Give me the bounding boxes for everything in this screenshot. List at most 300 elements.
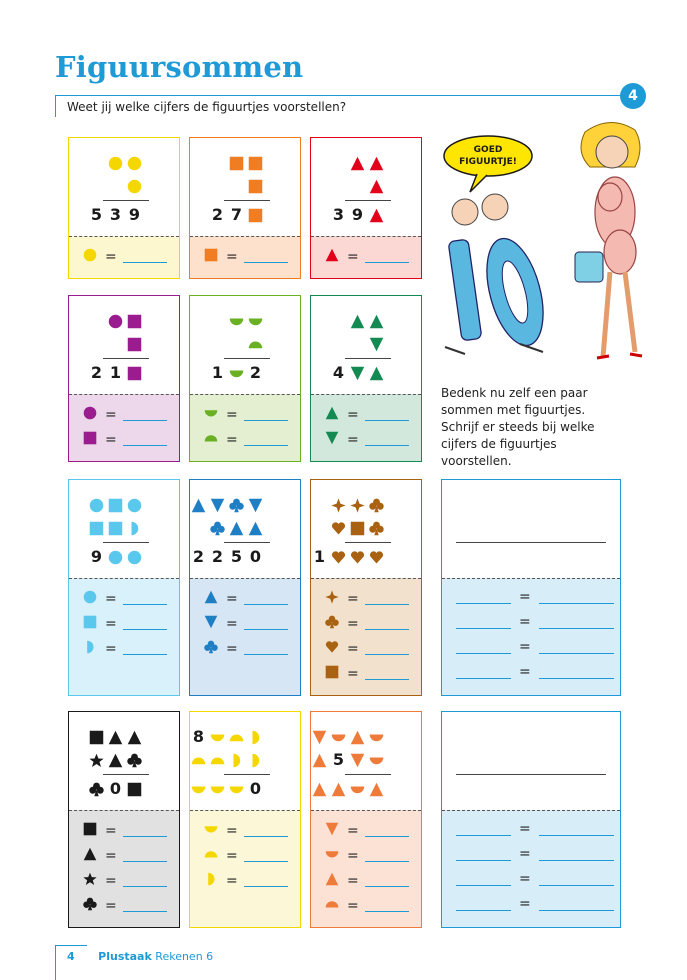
sum-line xyxy=(345,358,391,359)
answer-area xyxy=(311,810,421,927)
puzzle-card xyxy=(189,479,301,696)
digit-text: 9 xyxy=(351,205,364,224)
shape-blank[interactable] xyxy=(456,898,511,911)
sum-row xyxy=(88,153,143,173)
half-right-icon xyxy=(247,727,264,747)
half-bottom-icon xyxy=(228,727,245,747)
square-icon xyxy=(349,518,366,538)
digit-text: 2 xyxy=(211,547,224,566)
equals-sign: = xyxy=(226,431,238,448)
star4-icon xyxy=(330,495,347,515)
square-icon xyxy=(228,153,245,173)
page-number-badge: 4 xyxy=(620,83,646,109)
equals-sign: = xyxy=(347,406,359,423)
circle-icon xyxy=(107,153,124,173)
answer-blank[interactable] xyxy=(365,250,409,263)
heart-icon xyxy=(330,547,347,567)
answer-row xyxy=(204,614,288,633)
equals-sign: = xyxy=(105,640,117,657)
answer-area xyxy=(69,236,179,278)
answer-blank[interactable] xyxy=(244,849,288,862)
empty-cell xyxy=(330,153,347,173)
answer-blank[interactable] xyxy=(365,667,409,680)
half-top-icon xyxy=(349,779,366,799)
cartoon-illustration xyxy=(425,112,665,372)
speech-bubble-line-1: GOED xyxy=(473,145,503,155)
equals-sign: = xyxy=(105,615,117,632)
answer-row xyxy=(456,821,614,837)
speech-bubble-line-2: FIGUURTJE! xyxy=(459,157,517,167)
sum-area xyxy=(69,138,179,236)
sum-row xyxy=(88,176,143,196)
digit-text: 2 xyxy=(211,205,224,224)
equals-sign: = xyxy=(226,822,238,839)
digit-text: 1 xyxy=(313,547,326,566)
sum-row xyxy=(209,311,264,331)
answer-blank[interactable] xyxy=(365,874,409,887)
answer-blank[interactable] xyxy=(244,250,288,263)
half-bottom-icon xyxy=(325,896,339,915)
shape-blank[interactable] xyxy=(456,591,511,604)
answer-blank[interactable] xyxy=(244,642,288,655)
equals-sign: = xyxy=(226,640,238,657)
answer-blank[interactable] xyxy=(123,433,167,446)
equals-sign: = xyxy=(226,248,238,265)
answer-row xyxy=(325,430,409,449)
half-top-icon xyxy=(330,727,347,747)
triangle-icon xyxy=(126,727,143,747)
equals-sign: = xyxy=(347,847,359,864)
square-icon xyxy=(83,821,97,840)
digit-text: 5 xyxy=(230,547,243,566)
answer-area xyxy=(190,394,300,461)
puzzle-card xyxy=(68,711,180,928)
answer-area xyxy=(311,236,421,278)
empty-cell xyxy=(330,334,347,354)
answer-blank[interactable] xyxy=(365,592,409,605)
answer-blank[interactable] xyxy=(123,899,167,912)
equals-sign: = xyxy=(519,589,531,605)
digit xyxy=(247,547,264,567)
answer-blank[interactable] xyxy=(123,642,167,655)
answer-blank[interactable] xyxy=(365,408,409,421)
equals-sign: = xyxy=(226,590,238,607)
sum-line xyxy=(345,542,391,543)
digit xyxy=(107,779,124,799)
half-bottom-icon xyxy=(209,750,226,770)
square-icon xyxy=(247,176,264,196)
triangle-icon xyxy=(325,247,339,266)
sum-row xyxy=(209,176,264,196)
answer-blank[interactable] xyxy=(365,642,409,655)
sum-result xyxy=(190,547,264,567)
sum-row xyxy=(190,495,264,515)
boys-figure xyxy=(445,194,553,354)
triangle-icon xyxy=(349,153,366,173)
circle-icon xyxy=(126,547,143,567)
digit-text: 4 xyxy=(332,363,345,382)
footer-divider xyxy=(55,945,56,980)
answer-row xyxy=(325,247,409,266)
footer xyxy=(67,950,213,963)
circle-icon xyxy=(88,495,105,515)
instruction-text: Weet jij welke cijfers de figuurtjes voorstellen? xyxy=(67,100,347,114)
answer-blank[interactable] xyxy=(123,849,167,862)
equals-sign: = xyxy=(347,897,359,914)
equals-sign: = xyxy=(347,248,359,265)
circle-icon xyxy=(83,589,97,608)
sum-line xyxy=(456,542,606,543)
answer-blank[interactable] xyxy=(123,592,167,605)
sum-result xyxy=(209,205,264,225)
half-top-icon xyxy=(228,311,245,331)
equals-sign: = xyxy=(519,614,531,630)
square-icon xyxy=(107,518,124,538)
triangle-icon xyxy=(228,518,245,538)
square-icon xyxy=(325,664,339,683)
club-icon xyxy=(83,896,97,915)
digit xyxy=(247,363,264,383)
answer-row xyxy=(83,871,167,890)
empty-cell xyxy=(209,334,226,354)
answer-blank[interactable] xyxy=(123,824,167,837)
answer-blank[interactable] xyxy=(365,617,409,630)
puzzle-card xyxy=(189,711,301,928)
answer-row xyxy=(204,639,288,658)
equals-sign: = xyxy=(519,639,531,655)
sum-row xyxy=(190,727,264,747)
sum-area xyxy=(311,712,421,810)
sum-area xyxy=(311,296,421,394)
club-icon xyxy=(126,750,143,770)
footer-divider-horizontal xyxy=(55,945,87,946)
empty-cell xyxy=(228,176,245,196)
square-icon xyxy=(126,779,143,799)
triangle-icon xyxy=(368,311,385,331)
answer-blank[interactable] xyxy=(539,616,614,629)
answer-blank[interactable] xyxy=(123,874,167,887)
equals-sign: = xyxy=(347,615,359,632)
equals-sign: = xyxy=(105,590,117,607)
answer-row xyxy=(83,821,167,840)
answer-row xyxy=(325,664,409,683)
digit-text: 2 xyxy=(249,363,262,382)
puzzle-card xyxy=(189,295,301,462)
equals-sign: = xyxy=(347,872,359,889)
empty-cell xyxy=(69,727,86,747)
sum-result xyxy=(69,779,143,799)
digit-text: 0 xyxy=(249,779,262,798)
square-icon xyxy=(126,334,143,354)
answer-blank[interactable] xyxy=(244,824,288,837)
circle-icon xyxy=(107,547,124,567)
empty-cell xyxy=(88,311,105,331)
digit-text: 1 xyxy=(109,363,122,382)
answer-row xyxy=(83,896,167,915)
empty-cell xyxy=(209,176,226,196)
club-icon xyxy=(368,518,385,538)
shape-blank[interactable] xyxy=(456,848,511,861)
sum-area xyxy=(311,480,421,578)
empty-cell xyxy=(88,153,105,173)
half-right-icon xyxy=(126,518,143,538)
square-icon xyxy=(204,247,218,266)
digit xyxy=(126,205,143,225)
puzzle-card xyxy=(310,137,422,279)
equals-sign: = xyxy=(347,822,359,839)
answer-area xyxy=(69,578,179,695)
sum-line xyxy=(456,774,606,775)
answer-area xyxy=(311,394,421,461)
sum-row xyxy=(88,334,143,354)
side-instruction: Bedenk nu zelf een paar sommen met figuurtjes. Schrijf er steeds bij welke cijfers de figuurtjes voorstellen. xyxy=(441,386,595,468)
empty-cell xyxy=(209,311,226,331)
answer-area xyxy=(311,578,421,695)
triangle-icon xyxy=(190,495,207,515)
triangle-icon xyxy=(349,727,366,747)
answer-row xyxy=(204,846,288,865)
square-icon xyxy=(88,727,105,747)
sum-result xyxy=(190,779,264,799)
equals-sign: = xyxy=(519,871,531,887)
answer-row xyxy=(83,846,167,865)
answer-area xyxy=(442,810,620,927)
shape-blank[interactable] xyxy=(456,616,511,629)
half-top-icon xyxy=(204,405,218,424)
sum-result xyxy=(311,547,385,567)
digit xyxy=(88,363,105,383)
answer-row xyxy=(83,639,167,658)
digit-text: 5 xyxy=(90,205,103,224)
answer-blank[interactable] xyxy=(123,250,167,263)
sum-line xyxy=(103,200,149,201)
square-icon xyxy=(247,205,264,225)
answer-blank[interactable] xyxy=(539,873,614,886)
equals-sign: = xyxy=(347,640,359,657)
digit-text: 0 xyxy=(109,779,122,798)
puzzle-card xyxy=(189,137,301,279)
shape-blank[interactable] xyxy=(456,823,511,836)
page-title: Figuursommen xyxy=(55,50,304,84)
sum-row xyxy=(88,518,143,538)
triangle-icon xyxy=(107,727,124,747)
sum-area xyxy=(190,712,300,810)
answer-row xyxy=(456,846,614,862)
digit xyxy=(190,727,207,747)
answer-row xyxy=(204,430,288,449)
answer-blank[interactable] xyxy=(539,848,614,861)
answer-blank[interactable] xyxy=(539,823,614,836)
answer-blank[interactable] xyxy=(244,592,288,605)
answer-row xyxy=(325,614,409,633)
triangle-icon xyxy=(368,153,385,173)
triangle-icon xyxy=(330,779,347,799)
club-icon xyxy=(88,779,105,799)
empty-cell xyxy=(107,176,124,196)
title-divider-vertical xyxy=(55,95,56,117)
empty-cell xyxy=(311,518,328,538)
equals-sign: = xyxy=(226,615,238,632)
answer-blank[interactable] xyxy=(539,641,614,654)
equals-sign: = xyxy=(347,665,359,682)
triangle-icon xyxy=(325,405,339,424)
sum-row xyxy=(209,334,264,354)
digit-text: 7 xyxy=(230,205,243,224)
sum-result xyxy=(88,363,143,383)
digit xyxy=(88,547,105,567)
star-icon xyxy=(83,871,97,890)
answer-blank[interactable] xyxy=(244,874,288,887)
empty-cell xyxy=(349,176,366,196)
digit xyxy=(330,363,347,383)
sum-row xyxy=(209,153,264,173)
circle-icon xyxy=(126,176,143,196)
sum-row xyxy=(311,495,385,515)
sum-line xyxy=(224,542,270,543)
heart-icon xyxy=(325,639,339,658)
answer-blank[interactable] xyxy=(365,824,409,837)
empty-cell xyxy=(88,334,105,354)
digit-text: 3 xyxy=(332,205,345,224)
sum-area xyxy=(69,712,179,810)
square-icon xyxy=(88,518,105,538)
answer-area xyxy=(69,394,179,461)
sum-line xyxy=(345,774,391,775)
triangle-icon xyxy=(311,779,328,799)
answer-row xyxy=(456,871,614,887)
answer-blank[interactable] xyxy=(539,591,614,604)
shape-blank[interactable] xyxy=(456,873,511,886)
sum-area xyxy=(190,138,300,236)
equals-sign: = xyxy=(226,847,238,864)
sum-row xyxy=(330,311,385,331)
answer-blank[interactable] xyxy=(123,408,167,421)
star-icon xyxy=(88,750,105,770)
half-top-icon xyxy=(368,727,385,747)
sum-result xyxy=(330,363,385,383)
answer-area xyxy=(190,236,300,278)
equals-sign: = xyxy=(226,406,238,423)
sum-line xyxy=(224,358,270,359)
heart-icon xyxy=(349,547,366,567)
sum-result xyxy=(311,779,385,799)
half-bottom-icon xyxy=(247,334,264,354)
triangle-down-icon xyxy=(325,430,339,449)
shape-blank[interactable] xyxy=(456,641,511,654)
digit xyxy=(349,205,366,225)
triangle-icon xyxy=(349,311,366,331)
triangle-down-icon xyxy=(325,821,339,840)
triangle-icon xyxy=(325,871,339,890)
sum-row xyxy=(330,153,385,173)
answer-row xyxy=(325,821,409,840)
square-icon xyxy=(83,430,97,449)
answer-blank[interactable] xyxy=(539,898,614,911)
answer-blank[interactable] xyxy=(365,433,409,446)
triangle-icon xyxy=(368,779,385,799)
answer-row xyxy=(325,896,409,915)
square-icon xyxy=(247,153,264,173)
answer-row xyxy=(325,871,409,890)
answer-blank[interactable] xyxy=(365,849,409,862)
answer-blank[interactable] xyxy=(539,666,614,679)
triangle-icon xyxy=(107,750,124,770)
puzzle-card xyxy=(310,711,422,928)
equals-sign: = xyxy=(105,847,117,864)
equals-sign: = xyxy=(347,590,359,607)
digit xyxy=(107,205,124,225)
answer-blank[interactable] xyxy=(365,899,409,912)
digit-text: 8 xyxy=(192,727,205,746)
square-icon xyxy=(126,363,143,383)
answer-row xyxy=(204,821,288,840)
answer-row xyxy=(456,639,614,655)
digit xyxy=(330,205,347,225)
answer-row xyxy=(325,639,409,658)
sum-line xyxy=(103,542,149,543)
answer-blank[interactable] xyxy=(244,433,288,446)
answer-row xyxy=(325,589,409,608)
answer-row xyxy=(83,405,167,424)
answer-area xyxy=(190,578,300,695)
digit xyxy=(311,547,328,567)
sum-area xyxy=(190,480,300,578)
puzzle-card xyxy=(310,479,422,696)
girl-figure xyxy=(575,122,642,358)
digit xyxy=(228,205,245,225)
footer-book-name: Plustaak xyxy=(98,950,152,963)
club-icon xyxy=(228,495,245,515)
half-right-icon xyxy=(247,750,264,770)
empty-cell xyxy=(311,495,328,515)
answer-row xyxy=(83,614,167,633)
sum-row xyxy=(330,334,385,354)
digit-text: 9 xyxy=(128,205,141,224)
answer-row xyxy=(456,664,614,680)
answer-row xyxy=(83,589,167,608)
shape-blank[interactable] xyxy=(456,666,511,679)
equals-sign: = xyxy=(105,897,117,914)
triangle-icon xyxy=(247,518,264,538)
equals-sign: = xyxy=(105,872,117,889)
half-top-icon xyxy=(190,779,207,799)
club-icon xyxy=(209,518,226,538)
triangle-icon xyxy=(204,589,218,608)
footer-subject: Rekenen 6 xyxy=(155,950,214,963)
footer-page-number: 4 xyxy=(67,950,75,963)
circle-icon xyxy=(126,495,143,515)
empty-cell xyxy=(330,311,347,331)
heart-icon xyxy=(368,547,385,567)
sum-area xyxy=(69,480,179,578)
sum-result xyxy=(88,547,143,567)
digit xyxy=(107,363,124,383)
equals-sign: = xyxy=(226,872,238,889)
answer-row xyxy=(456,896,614,912)
digit-text: 2 xyxy=(192,547,205,566)
empty-cell xyxy=(228,334,245,354)
answer-blank[interactable] xyxy=(123,617,167,630)
equals-sign: = xyxy=(105,406,117,423)
answer-blank[interactable] xyxy=(244,408,288,421)
half-top-icon xyxy=(228,363,245,383)
answer-blank[interactable] xyxy=(244,617,288,630)
answer-row xyxy=(83,430,167,449)
half-bottom-icon xyxy=(190,750,207,770)
sum-line xyxy=(345,200,391,201)
empty-cell xyxy=(209,153,226,173)
sum-row xyxy=(292,750,385,770)
